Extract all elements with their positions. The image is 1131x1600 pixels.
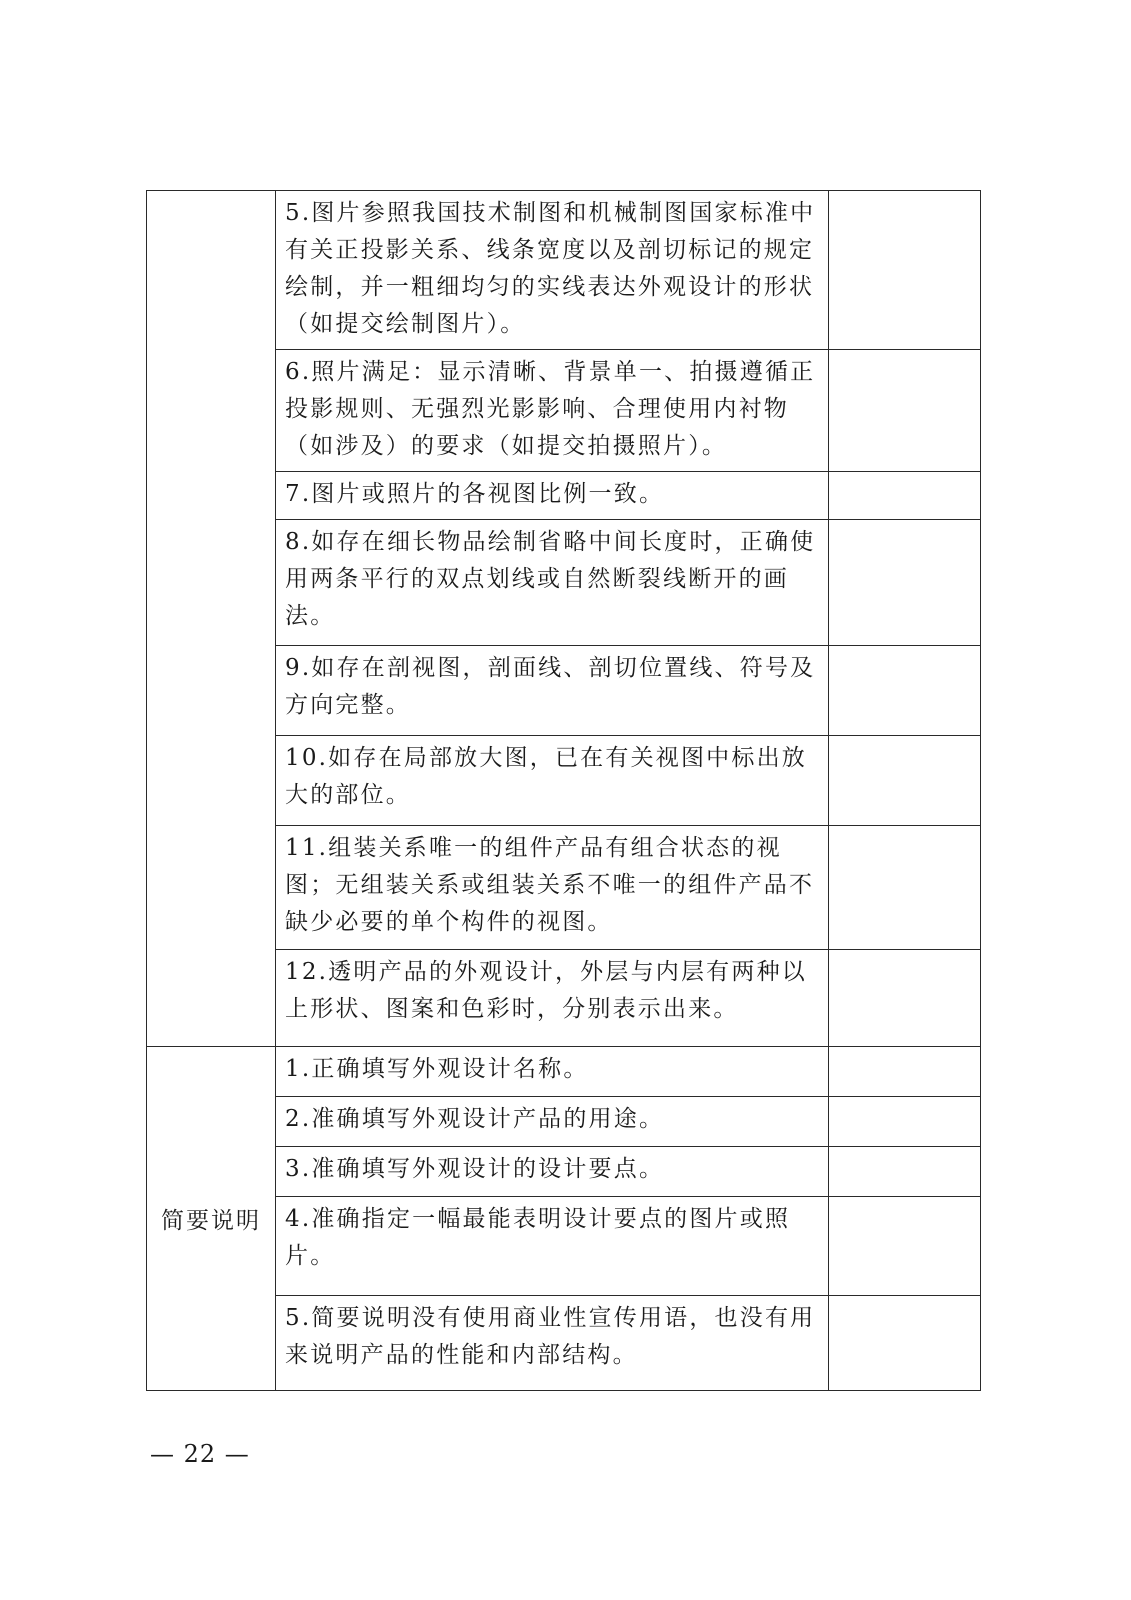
checklist-item: 11.组装关系唯一的组件产品有组合状态的视图；无组装关系或组装关系不唯一的组件产品不缺少必要的单个构件的视图。 <box>276 826 829 950</box>
check-cell <box>829 1147 981 1197</box>
table-row <box>147 191 981 350</box>
checklist-item: 9.如存在剖视图，剖面线、剖切位置线、符号及方向完整。 <box>276 646 829 736</box>
check-cell <box>829 191 981 350</box>
page-number: — 22 — <box>150 1440 250 1468</box>
checklist-item: 1.正确填写外观设计名称。 <box>276 1047 829 1097</box>
check-cell <box>829 736 981 826</box>
check-cell <box>829 1197 981 1296</box>
check-cell <box>829 826 981 950</box>
checklist-item: 8.如存在细长物品绘制省略中间长度时，正确使用两条平行的双点划线或自然断裂线断开的画法。 <box>276 520 829 646</box>
checklist-item: 10.如存在局部放大图，已在有关视图中标出放大的部位。 <box>276 736 829 826</box>
check-cell <box>829 1296 981 1391</box>
check-cell <box>829 350 981 472</box>
table-row <box>147 1047 981 1097</box>
section-label-cell <box>147 191 276 1047</box>
checklist-item: 6.照片满足：显示清晰、背景单一、拍摄遵循正投影规则、无强烈光影影响、合理使用内衬物（如涉及）的要求（如提交拍摄照片）。 <box>276 350 829 472</box>
checklist-item: 7.图片或照片的各视图比例一致。 <box>276 472 829 520</box>
check-cell <box>829 950 981 1047</box>
checklist-item: 5.图片参照我国技术制图和机械制图国家标准中有关正投影关系、线条宽度以及剖切标记的规定绘制，并一粗细均匀的实线表达外观设计的形状（如提交绘制图片）。 <box>276 191 829 350</box>
checklist-item: 3.准确填写外观设计的设计要点。 <box>276 1147 829 1197</box>
checklist-item: 4.准确指定一幅最能表明设计要点的图片或照片。 <box>276 1197 829 1296</box>
check-cell <box>829 646 981 736</box>
check-cell <box>829 1097 981 1147</box>
check-cell <box>829 520 981 646</box>
checklist-item: 5.简要说明没有使用商业性宣传用语，也没有用来说明产品的性能和内部结构。 <box>276 1296 829 1391</box>
check-cell <box>829 472 981 520</box>
check-cell <box>829 1047 981 1097</box>
checklist-item: 2.准确填写外观设计产品的用途。 <box>276 1097 829 1147</box>
checklist-item: 12.透明产品的外观设计，外层与内层有两种以上形状、图案和色彩时，分别表示出来。 <box>276 950 829 1047</box>
checklist-table <box>146 190 981 1391</box>
section-label-cell: 简要说明 <box>147 1047 276 1391</box>
